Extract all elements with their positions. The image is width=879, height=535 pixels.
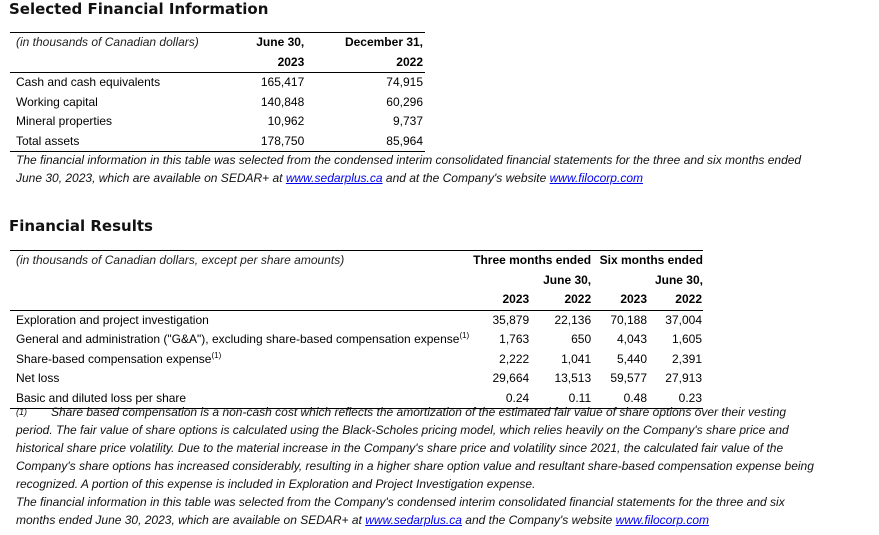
cell-value: 650 — [571, 332, 592, 346]
note-text: and at the Company's website — [382, 171, 550, 185]
cell-value: 2,391 — [671, 351, 702, 366]
cell-value: 37,004 — [665, 312, 702, 327]
col-header: June 30, — [654, 272, 703, 287]
row-label-text: General and administration ("G&A"), excluding share-based compensation expense — [16, 332, 460, 346]
sedarplus-link[interactable]: www.sedarplus.ca — [285, 171, 383, 185]
col-header: Six months ended — [591, 251, 703, 271]
sedarplus-link[interactable]: www.sedarplus.ca — [365, 513, 462, 527]
row-label: Mineral properties — [16, 114, 113, 128]
cell-value: 10,962 — [267, 114, 305, 128]
table-row — [10, 112, 425, 132]
table-row — [10, 369, 703, 389]
cell-value: 70,188 — [610, 312, 648, 327]
table-row — [10, 132, 425, 152]
col-header: 2022 — [304, 53, 425, 73]
footnote-line: Company's share options has increased considerably, resulting in a higher share option value and resultant share-based compensation expense being — [16, 459, 814, 473]
col-header: 2022 — [647, 290, 703, 310]
col-header: 2023 — [469, 290, 529, 310]
row-label — [10, 369, 469, 389]
footnote — [16, 403, 814, 529]
cell-value: 9,737 — [392, 114, 423, 128]
row-label-text: Exploration and project investigation — [16, 312, 209, 327]
cell-value: 0.24 — [469, 389, 529, 409]
cell-value: 1,041 — [561, 351, 592, 366]
row-label-text: Share-based compensation expense — [16, 351, 212, 366]
note-text: June 30, 2023, which are available on SEDAR+ at — [16, 171, 286, 185]
col-header: 2023 — [199, 53, 304, 73]
footnote-marker: (1) — [16, 407, 27, 417]
col-header: Three months ended — [469, 251, 591, 271]
note-text: The financial information in this table was selected from the condensed interim consolidated financial statements for the three and six months ended — [16, 153, 802, 167]
cell-value: 59,577 — [610, 371, 648, 385]
row-label — [10, 310, 469, 330]
cell-value: 0.48 — [591, 389, 647, 409]
table-note — [16, 151, 801, 187]
row-label: Cash and cash equivalents — [16, 75, 161, 89]
cell-value: 74,915 — [386, 75, 423, 89]
row-label-text: Basic and diluted loss per share — [16, 390, 187, 405]
filocorp-link[interactable]: www.filocorp.com — [615, 513, 710, 527]
cell-value: 22,136 — [554, 312, 592, 327]
cell-value: 0.11 — [529, 389, 591, 409]
table-row — [10, 330, 703, 350]
cell-value: 2,222 — [499, 351, 530, 366]
cell-value: 0.23 — [647, 389, 703, 409]
cell-value: 13,513 — [554, 371, 592, 385]
cell-value: 165,417 — [260, 75, 305, 89]
footnote-ref: (1) — [459, 331, 470, 340]
cell-value: 178,750 — [199, 132, 304, 152]
section-title-selected-financial-information: Selected Financial Information — [9, 0, 269, 18]
table-row — [10, 350, 703, 370]
cell-value: 4,043 — [617, 332, 648, 346]
cell-value: 140,848 — [260, 94, 305, 109]
cell-value: 1,763 — [499, 332, 530, 346]
table-row — [10, 93, 425, 113]
unit-label: (in thousands of Canadian dollars, except per share amounts) — [10, 251, 469, 271]
cell-value: 85,964 — [304, 132, 425, 152]
cell-value: 5,440 — [617, 351, 648, 366]
unit-label: (in thousands of Canadian dollars) — [10, 33, 199, 53]
selected-financial-table — [10, 32, 425, 152]
footnote-line: recognized. A portion of this expense is included in Exploration and Project Investigation expense. — [16, 477, 536, 491]
cell-value: 35,879 — [492, 312, 530, 327]
col-header: June 30, — [543, 272, 592, 287]
table-row — [10, 73, 425, 93]
col-header: 2022 — [529, 290, 591, 310]
footnote-line: period. The fair value of share options is calculated using the Black-Scholes pricing model, which relies heavily on the Company's share price and — [16, 423, 789, 437]
table-row — [10, 310, 703, 330]
footnote-line: historical share price volatility. Due to the material increase in the Company's share price and volatility since 2021, the calculated fair value of the — [16, 441, 784, 455]
row-label: Total assets — [10, 132, 199, 152]
cell-value: 27,913 — [665, 371, 702, 385]
row-label — [10, 350, 469, 370]
footnote-ref: (1) — [211, 350, 222, 360]
cell-value: 60,296 — [386, 94, 423, 109]
cell-value: 29,664 — [492, 371, 530, 385]
cell-value: 1,605 — [671, 332, 702, 346]
financial-results-table — [10, 250, 703, 409]
row-label-text: Net loss — [16, 371, 60, 385]
note-text: The financial information in this table was selected from the Company's condensed interim consolidated financial statements for the three and six — [16, 495, 785, 509]
note-text: months ended June 30, 2023, which are available on SEDAR+ at — [16, 513, 366, 527]
col-header: December 31, — [304, 33, 425, 53]
col-header: June 30, — [199, 33, 304, 53]
row-label: Working capital — [16, 94, 98, 109]
col-header: 2023 — [591, 290, 647, 310]
row-label — [10, 330, 469, 350]
section-title-financial-results: Financial Results — [9, 217, 153, 235]
footnote-line: Share based compensation is a non-cash cost which reflects the amortization of the estimated fair value of share options over their vesting — [51, 405, 787, 419]
filocorp-link[interactable]: www.filocorp.com — [549, 171, 643, 185]
note-text: and the Company's website — [461, 513, 616, 527]
